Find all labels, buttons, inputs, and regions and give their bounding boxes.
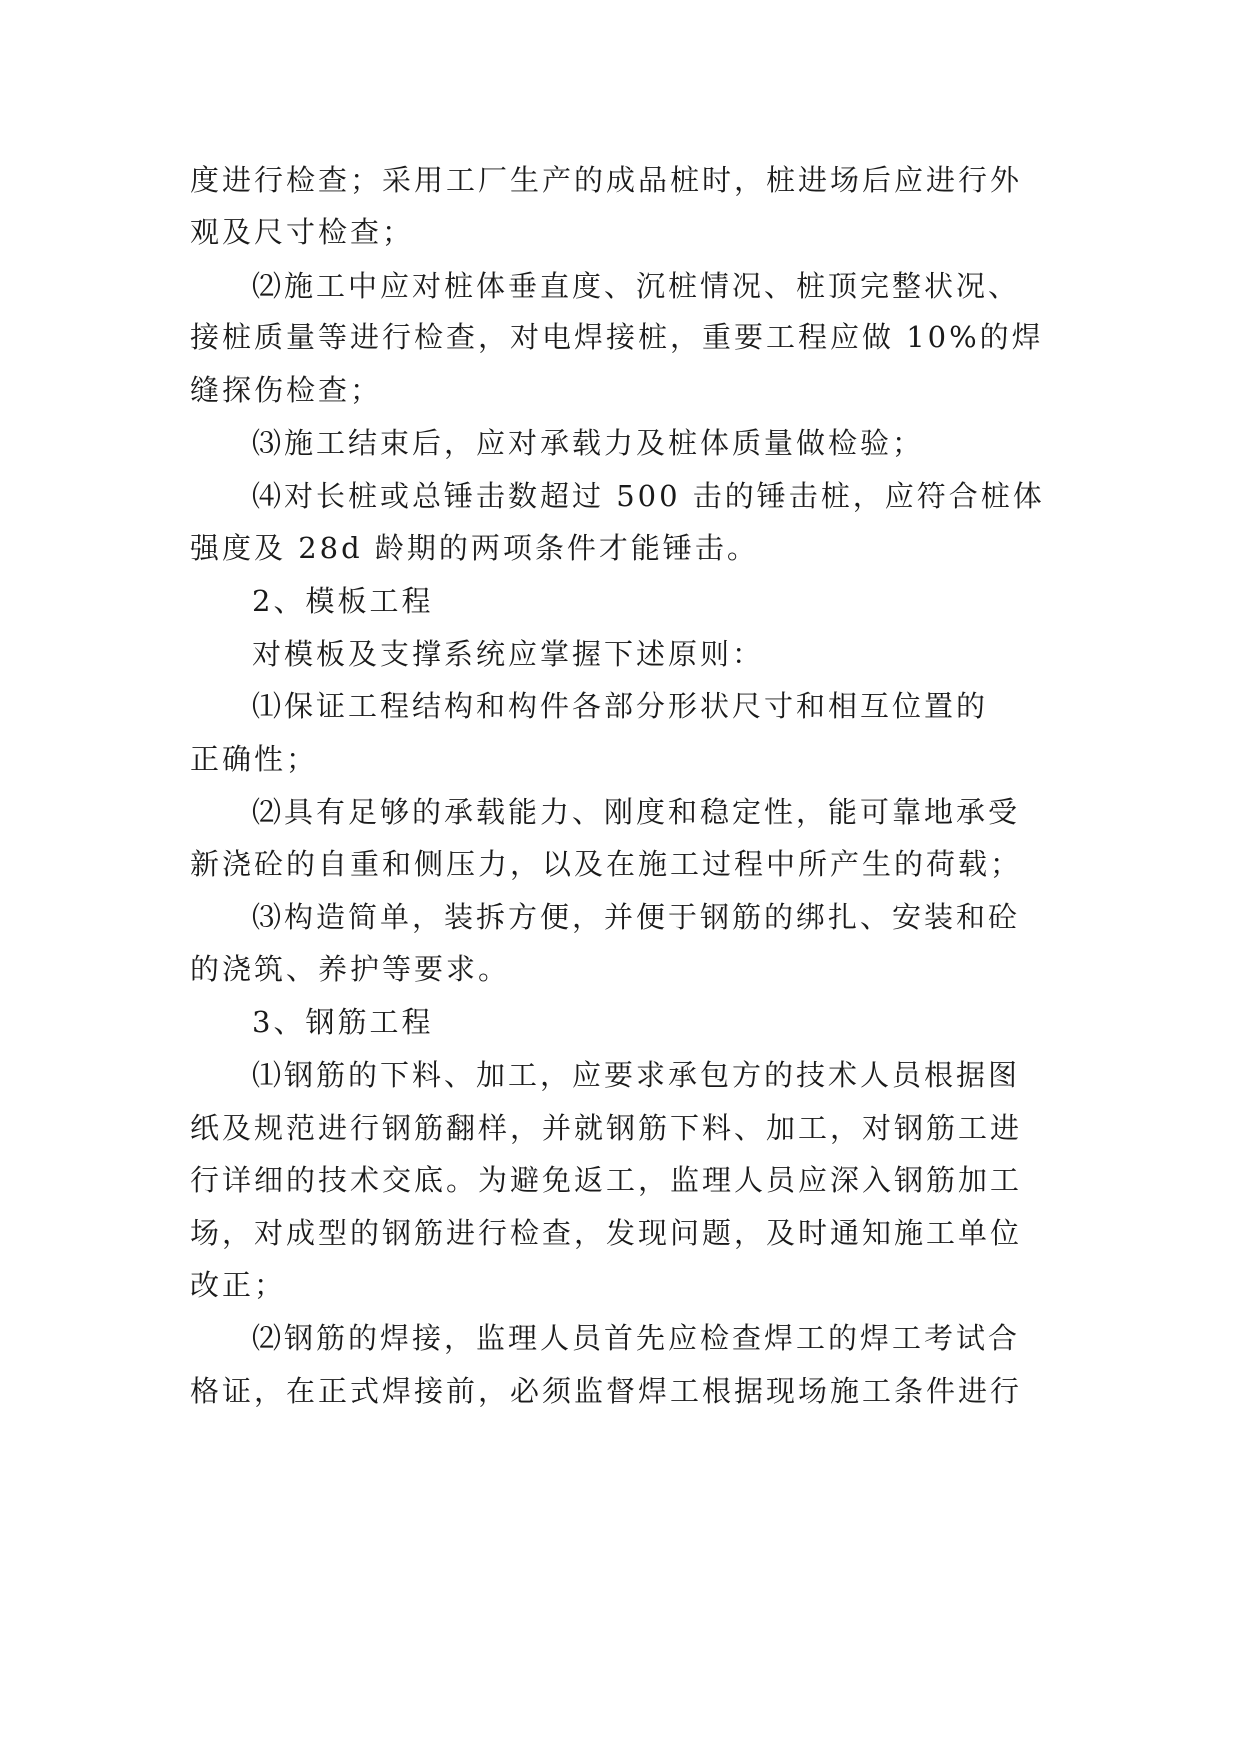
text-line: ⑶构造简单，装拆方便，并便于钢筋的绑扎、安装和砼 [252, 900, 1021, 934]
text-line: 行详细的技术交底。为避免返工，监理人员应深入钢筋加工 [190, 1163, 1023, 1197]
text-line: 纸及规范进行钢筋翻样，并就钢筋下料、加工，对钢筋工进 [190, 1111, 1023, 1145]
text-line: 观及尺寸检查； [190, 215, 415, 249]
text-line: 新浇砼的自重和侧压力，以及在施工过程中所产生的荷载； [190, 847, 1023, 881]
section-heading: 2、模板工程 [252, 584, 434, 618]
text-line: ⑴保证工程结构和构件各部分形状尺寸和相互位置的 [252, 689, 989, 723]
text-line: ⑵施工中应对桩体垂直度、沉桩情况、桩顶完整状况、 [252, 269, 1021, 303]
text-line: 强度及 28d 龄期的两项条件才能锤击。 [190, 531, 759, 565]
text-line: 正确性； [190, 742, 319, 776]
text-line: ⑶施工结束后，应对承载力及桩体质量做检验； [252, 426, 925, 460]
text-line: 格证，在正式焊接前，必须监督焊工根据现场施工条件进行 [190, 1374, 1023, 1408]
text-line: 场，对成型的钢筋进行检查，发现问题，及时通知施工单位 [190, 1216, 1023, 1250]
text-line: ⑷对长桩或总锤击数超过 500 击的锤击桩，应符合桩体 [252, 479, 1045, 513]
text-line: 对模板及支撑系统应掌握下述原则： [252, 637, 765, 671]
text-line: 度进行检查；采用工厂生产的成品桩时，桩进场后应进行外 [190, 163, 1023, 197]
text-line: ⑵具有足够的承载能力、刚度和稳定性，能可靠地承受 [252, 795, 1021, 829]
text-line: ⑴钢筋的下料、加工，应要求承包方的技术人员根据图 [252, 1058, 1021, 1092]
section-heading: 3、钢筋工程 [252, 1005, 434, 1039]
text-line: 改正； [190, 1268, 287, 1302]
text-line: 接桩质量等进行检查，对电焊接桩，重要工程应做 10%的焊 [190, 320, 1044, 354]
text-line: 的浇筑、养护等要求。 [190, 952, 511, 986]
text-line: ⑵钢筋的焊接，监理人员首先应检查焊工的焊工考试合 [252, 1321, 1021, 1355]
text-line: 缝探伤检查； [190, 373, 383, 407]
